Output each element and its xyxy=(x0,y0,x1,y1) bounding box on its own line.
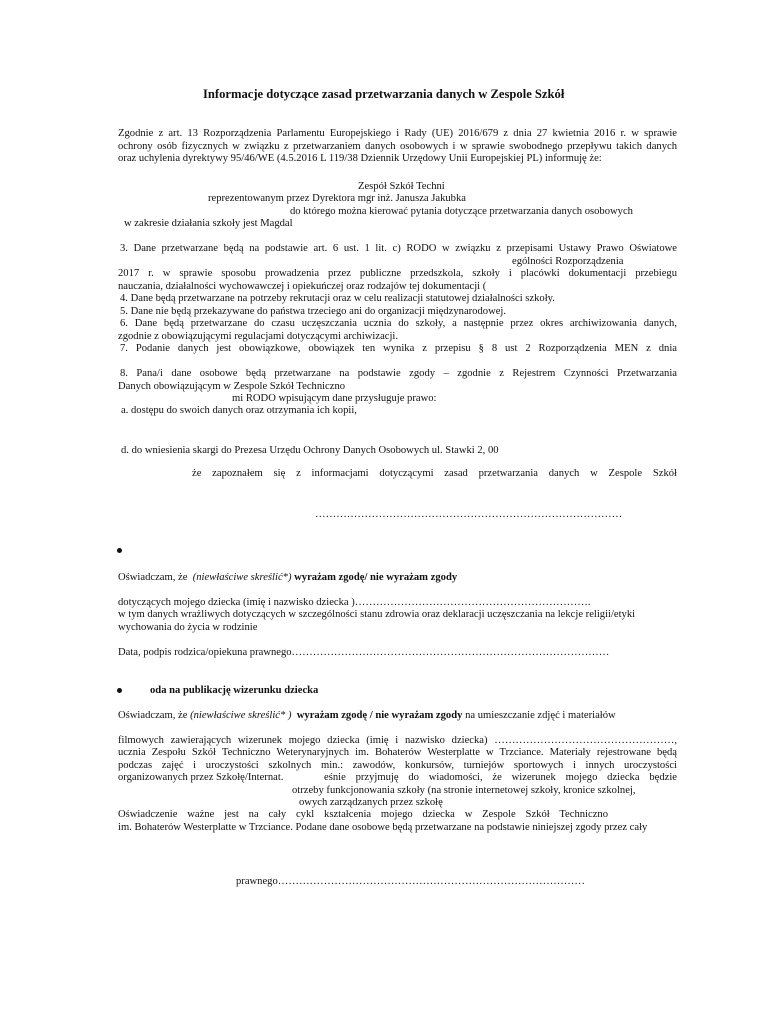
point-8-line-3: mi RODO wpisującym dane przysługuje prawo: xyxy=(232,393,437,404)
point-3-line-4: nauczania, działalności wychowawczej i opiekuńczej oraz rodzajów tej dokumentacji ( xyxy=(118,281,487,292)
bullet-1 xyxy=(117,548,122,553)
consent-1-line-3: wychowania do życia w rodzinie xyxy=(118,622,258,633)
consent-1-statement xyxy=(118,572,457,585)
school-contact: do którego można kierować pytania dotyczące przetwarzania danych osobowych xyxy=(290,206,633,217)
consent-2-line-2: ucznia Zespołu Szkół Techniczno Weterynaryjnych im. Bohaterów Westerplatte w Trzciance. Materiały rejestrowane będą xyxy=(118,747,677,758)
point-6-line-2: zgodnie z obowiązującymi regulacjami dotyczącymi archiwizacji. xyxy=(118,331,399,342)
point-3-line-1: 3. Dane przetwarzane będą na podstawie art. 6 ust. 1 lit. c) RODO w związku z przepisami Ustawy Prawo Oświatowe xyxy=(120,243,677,254)
point-5: 5. Dane nie będą przekazywane do państwa trzeciego ani do organizacji międzynarodowej. xyxy=(120,306,507,317)
consent-2-line-6: owych zarządzanych przez szkołę xyxy=(299,797,443,808)
intro-line-1: Zgodnie z art. 13 Rozporządzenia Parlamentu Europejskiego i Rady (UE) 2016/679 z dnia 27 kwietnia 2016 r. w sprawie xyxy=(118,128,677,139)
school-name: Zespół Szkół Techni xyxy=(358,181,445,192)
consent-2-signature: prawnego…………………………………………………………………………… xyxy=(236,876,585,887)
point-6-line-1: 6. Dane będą przetwarzane do czasu uczęszczania ucznia do szkoły, a następnie przez okres archiwizowania danych, xyxy=(120,318,677,329)
point-3-line-3: 2017 r. w sprawie sposobu prowadzenia przez publiczne przedszkola, szkoły i placówki dokumentacji przebiegu xyxy=(118,268,677,279)
consent-1-line-1: dotyczących mojego dziecka (imię i nazwisko dziecka )…………………………………………………………. xyxy=(118,597,591,608)
consent-2-choice: wyrażam zgodę / nie wyrażam zgody xyxy=(296,710,463,721)
bullet-2 xyxy=(117,688,122,693)
right-d: d. do wniesienia skargi do Prezesa Urzędu Ochrony Danych Osobowych ul. Stawki 2, 00 xyxy=(121,445,499,456)
consent-2-lead: Oświadczam, że xyxy=(118,710,188,721)
intro-line-2: ochrony osób fizycznych w związku z przetwarzaniem danych osobowych i w sprawie swobodnego przepływu takich danych xyxy=(118,141,677,152)
signature-line-1: …………………………………………………………………………… xyxy=(315,509,623,520)
consent-1-choice: wyrażam zgodę/ nie wyrażam zgody xyxy=(294,572,458,583)
consent-2-strike-note: (niewłaściwe skreślić* ) xyxy=(190,710,292,721)
point-8-line-2: Danych obowiązującym w Zespole Szkół Techniczno xyxy=(118,381,346,392)
consent-2-line-1: filmowych zawierających wizerunek mojego dziecka (imię i nazwisko dziecka) ……………………………………………, xyxy=(118,735,677,746)
consent-1-line-2: w tym danych wrażliwych dotyczących w szczególności stanu zdrowia oraz deklaracji uczęszczania na lekcje religii/etyki xyxy=(118,609,636,620)
right-a: a. dostępu do swoich danych oraz otrzymania ich kopii, xyxy=(121,405,357,416)
consent-2-line-8: im. Bohaterów Westerplatte w Trzciance. Podane dane osobowe będą przetwarzane na podstawie niniejszej zgody przez cały xyxy=(118,822,648,833)
point-8-line-1: 8. Pana/i dane osobowe będą przetwarzane na podstawie zgody – zgodnie z Rejestrem Czynności Przetwarzania xyxy=(120,368,677,379)
consent-1-signature: Data, podpis rodzica/opiekuna prawnego……………………………………………………………………………… xyxy=(118,647,610,658)
point-4: 4. Dane będą przetwarzane na potrzeby rekrutacji oraz w celu realizacji statutowej działalności szkoły. xyxy=(120,293,555,304)
school-iod: w zakresie działania szkoły jest Magdal xyxy=(124,218,293,229)
consent-1-lead: Oświadczam, że xyxy=(118,572,188,583)
consent-2-line-4a: organizowanych przez Szkołę/Internat. xyxy=(118,772,284,783)
intro-line-3: oraz uchylenia dyrektywy 95/46/WE (4.5.2016 L 119/38 Dziennik Urzędowy Unii Europejskiej PL) informuję że: xyxy=(118,153,602,164)
point-3-line-2: ególności Rozporządzenia xyxy=(512,256,624,267)
consent-2-line-7: Oświadczenie ważne jest na cały cykl kształcenia mojego dziecka w Zespole Szkół Techniczno xyxy=(118,809,608,820)
acknowledgement-text: że zapoznałem się z informacjami dotyczącymi zasad przetwarzania danych w Zespole Szkół xyxy=(192,468,677,479)
consent-2-tail: na umieszczanie zdjęć i materiałów xyxy=(465,710,616,721)
document-title: Informacje dotyczące zasad przetwarzania danych w Zespole Szkół xyxy=(203,87,565,101)
consent-2-statement xyxy=(118,710,616,723)
school-director: reprezentowanym przez Dyrektora mgr inż. Janusza Jakubka xyxy=(208,193,466,204)
consent-2-line-5: otrzeby funkcjonowania szkoły (na stronie internetowej szkoły, kronice szkolnej, xyxy=(292,785,636,796)
consent-2-line-4b: eśnie przyjmuję do wiadomości, że wizerunek mojego dziecka będzie xyxy=(324,772,677,783)
consent-2-line-3: podczas zajęć i uroczystości szkolnych min.: zawodów, konkursów, turniejów sportowych i innych uroczystości xyxy=(118,760,677,771)
consent-1-strike-note: (niewłaściwe skreślić*) xyxy=(192,572,292,583)
point-7: 7. Podanie danych jest obowiązkowe, obowiązek ten wynika z przepisu § 8 ust 2 Rozporządzenia MEN z dnia xyxy=(120,343,677,354)
consent-2-heading: oda na publikację wizerunku dziecka xyxy=(150,685,319,696)
